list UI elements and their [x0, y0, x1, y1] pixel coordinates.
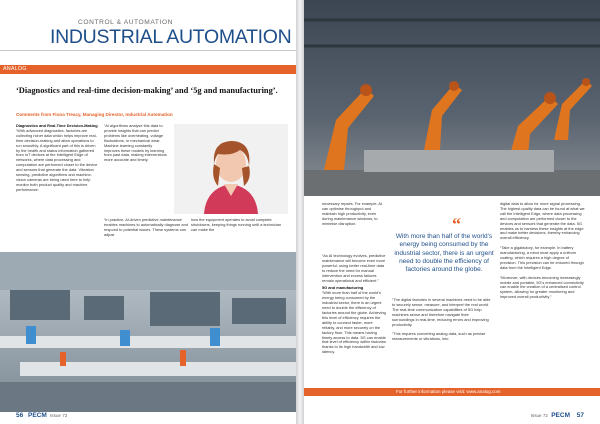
section-kicker: CONTROL & AUTOMATION — [78, 19, 174, 26]
right-footer — [304, 412, 600, 424]
article-byline: Comments from Fiona Treacy, Managing Director, Industrial Automation — [16, 112, 173, 117]
brand-logo-text: PECM — [551, 412, 570, 419]
body-text: “With advanced diagnostics, factories are collecting richer data which helps improve real-time decision-making and allow operations to run smoothly. A significant part of this is driven by the health and status information gathered from IoT devices at the Intelligent Edge of networks, where data processing and computation are performed closer to the device and sensors that generate the data. Vibration sensing, predictive algorithms and machine-vision cameras are being used here to help monitor both product quality and machine performance. — [16, 127, 98, 192]
page-number: 57 — [576, 412, 584, 419]
pull-quote: With more than half of the world’s energy being consumed by the industrial sector, there is an urgent need to double the efficiency of factories around the globe. — [394, 233, 494, 274]
body-column-2: “AI algorithms analyse this data to provide insights that can predict problems like overheating, voltage fluctuations, or mechanical wear. Machine learning constantly improves these models by learning from past data, making interventions more accurate and timely. — [104, 123, 167, 163]
right-column-3: digital data to allow for more signal processing. The highest quality data can be found at what we call the Intelligent Edge, where data processing and computation are performed closer to the devices and sensors that generate the data. 5G enables us to harness these insights at the edge and make better decisions, thereby enhancing overall efficiency. “Take a gigafactory, for example. In battery manufacturing, a robot must apply a uniform coating, which requires a high degree of precision. This precision can be ensured through data from the Intelligent Edge. “Moreover, with devices becoming increasingly mobile and portable, 5G’s enhanced connectivity can enable the creation of a centralised control system, allowing for greater monitoring and improved overall productivity.” — [500, 201, 585, 300]
right-column-2: “The digital factories in several machines need to be able to securely sense, measure, and interpret the real world. The real-time communication capabilities of 5G help machines sense and therefore navigate their surroundings in real-time, reducing errors and improving productivity. “This requires converting analog data, such as precise measurements or vibrations, into — [392, 297, 491, 342]
right-column-1b — [322, 254, 386, 355]
factory-floor-photo — [0, 252, 296, 412]
masthead: INDUSTRIAL AUTOMATION — [50, 26, 292, 48]
page-number: 56 — [16, 412, 24, 419]
issue-label: Issue 72 — [50, 413, 68, 418]
article-headline: ‘Diagnostics and real-time decision-making’ and ‘5g and manufacturing’. — [16, 86, 278, 95]
right-column-1: necessary repairs. For example, AI can optimise throughput and maintain high productivity, even during maintenance windows, to minimise disruption. — [322, 201, 383, 226]
subhead-diagnostics: Diagnostics and Real-Time Decision-Making — [16, 123, 98, 128]
masthead-rule — [0, 50, 296, 51]
cta-bar — [304, 388, 600, 396]
issue-label: Issue 72 — [530, 413, 548, 418]
cta-link[interactable]: For further information please visit: www.analog.com — [396, 389, 501, 394]
left-page — [0, 0, 296, 424]
right-page — [304, 0, 600, 424]
portrait-illustration — [174, 124, 288, 214]
body-column-2-continued: “In practice, AI-driven predictive maintenance enables machines to automatically diagnose and respond to potential issues. These systems can adjust — [104, 217, 188, 237]
body-column-3: how the equipment operates to avoid complete shutdowns, keeping things running until a technician can make the — [191, 217, 281, 232]
left-footer — [0, 412, 296, 424]
portrait-photo — [174, 124, 288, 214]
body-text: “As AI technology evolves, predictive maintenance will become even more powerful, using better real-time data to reduce the need for manual intervention and excess failures remain operational and efficient.” — [322, 253, 386, 283]
company-tag — [0, 65, 296, 74]
body-column-1 — [16, 124, 98, 193]
body-text-5g: “With more than half of the world’s energy being consumed by the industrial sector, there is an urgent need to double the efficiency of factories around the globe. Achieving this level of efficiency requires the ability to connect faster, more reliably, and more securely on the factory floor. This means having timely access to data. 5G can enable that level of efficiency within factories thanks to its high bandwidth and low latency. — [322, 290, 386, 355]
spread-gutter — [296, 0, 304, 424]
brand-logo-text: PECM — [28, 412, 47, 419]
subhead-5g: 5G and manufacturing — [322, 285, 364, 291]
company-tag-label: ANALOG — [3, 66, 27, 72]
robot-arms-photo — [304, 0, 600, 196]
quote-mark-icon: “ — [452, 214, 461, 234]
